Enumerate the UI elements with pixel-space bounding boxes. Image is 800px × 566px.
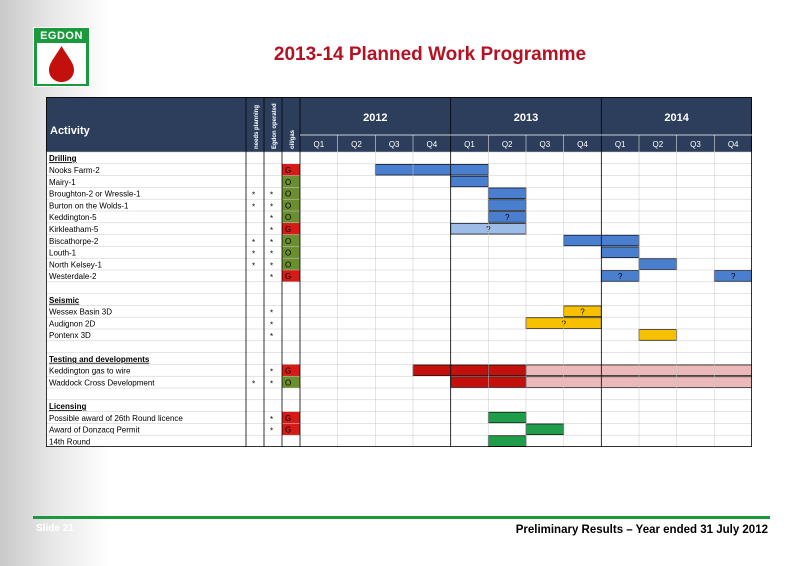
uncertain-mark: ? [561, 319, 566, 329]
footer-divider [33, 516, 770, 519]
gantt-bar [601, 247, 639, 258]
egdon-operated-flag: * [270, 332, 274, 342]
gantt-bar [375, 164, 488, 175]
needs-planning-flag: * [252, 379, 256, 389]
gantt-bar [488, 436, 526, 447]
needs-planning-flag: * [252, 261, 256, 271]
activity-header: Activity [50, 125, 90, 137]
gantt-bar [526, 424, 564, 435]
egdon-operated-flag: * [270, 190, 274, 200]
needs-planning-flag: * [252, 202, 256, 212]
activity-label: Westerdale-2 [49, 272, 97, 282]
egdon-operated-flag: * [270, 237, 274, 247]
activity-label: Broughton-2 or Wressle-1 [49, 189, 141, 199]
year-header-2012: 2012 [363, 112, 388, 124]
needs-planning-flag: * [252, 249, 256, 259]
oil-gas-flag: G [285, 166, 292, 175]
activity-label: Possible award of 26th Round licence [49, 413, 183, 423]
egdon-operated-flag: * [270, 367, 274, 377]
quarter-header: Q2 [351, 140, 362, 149]
activity-label: Biscathorpe-2 [49, 236, 99, 246]
gantt-bar [639, 259, 677, 270]
section-heading: Licensing [49, 402, 87, 411]
oil-gas-flag: O [285, 213, 292, 223]
activity-label: 14th Round [49, 437, 91, 447]
quarter-header: Q4 [426, 140, 438, 149]
egdon-operated-flag: * [270, 202, 274, 212]
section-heading: Seismic [49, 295, 80, 305]
egdon-operated-flag: * [270, 308, 274, 318]
quarter-header: Q4 [577, 140, 588, 149]
table-body-bg [46, 152, 752, 447]
needs-planning-flag: * [252, 190, 256, 200]
quarter-header: Q3 [388, 140, 400, 149]
activity-label: Burton on the Wolds-1 [49, 201, 129, 211]
oil-gas-flag: G [285, 425, 292, 435]
oil-gas-flag: O [285, 201, 292, 211]
egdon-operated-flag: * [270, 426, 274, 436]
egdon-operated-flag: * [270, 379, 274, 389]
activity-label: Wessex Basin 3D [49, 307, 112, 317]
year-header-2013: 2013 [513, 112, 539, 124]
logo-text: EGDON [40, 30, 83, 42]
oil-gas-flag: G [285, 413, 292, 423]
activity-label: Keddington gas to wire [49, 366, 131, 376]
gantt-bar [488, 412, 526, 423]
egdon-operated-flag: * [270, 214, 274, 224]
uncertain-mark: ? [504, 213, 510, 223]
activity-label: Audignon 2D [49, 319, 96, 329]
oil-gas-flag: G [285, 225, 292, 234]
footer-text: Preliminary Results – Year ended 31 July 2012 [515, 524, 768, 536]
quarter-header: Q2 [501, 140, 513, 149]
oil-gas-flag: O [285, 248, 292, 258]
egdon-operated-flag: * [270, 273, 274, 283]
egdon-operated-flag: * [270, 226, 274, 235]
work-programme-table [46, 97, 752, 447]
flag-header-0: needs planning [254, 104, 260, 149]
oil-gas-flag: G [285, 272, 292, 282]
year-header-2014: 2014 [664, 112, 689, 124]
oil-gas-flag: G [285, 366, 292, 376]
oil-gas-flag: O [285, 177, 292, 187]
activity-label: Award of Donzacq Permit [49, 425, 140, 435]
activity-label: Keddington-5 [49, 213, 97, 223]
quarter-header: Q3 [690, 140, 701, 149]
uncertain-mark: ? [486, 225, 491, 234]
quarter-header: Q4 [727, 140, 739, 149]
oil-gas-flag: O [285, 378, 292, 388]
flag-header-1: Egdon operated [272, 103, 278, 149]
page-title: 2013-14 Planned Work Programme [273, 44, 587, 65]
egdon-operated-flag: * [270, 249, 274, 259]
quarter-header: Q3 [539, 140, 551, 149]
activity-label: Mairy-1 [49, 177, 76, 187]
slide-number: Slide 21 [36, 523, 74, 534]
uncertain-mark: ? [617, 272, 623, 282]
egdon-operated-flag: * [270, 320, 274, 330]
egdon-operated-flag: * [270, 261, 274, 271]
gantt-bar [451, 176, 489, 187]
activity-label: Kirkleatham-5 [49, 225, 99, 234]
quarter-header: Q1 [614, 140, 626, 149]
egdon-operated-flag: * [270, 414, 274, 424]
flag-header-2: oil/gas [290, 129, 296, 149]
activity-label: Louth-1 [49, 248, 77, 258]
uncertain-mark: ? [730, 272, 736, 282]
gantt-chart [46, 97, 752, 447]
quarter-header: Q2 [652, 140, 664, 149]
quarter-header: Q1 [313, 140, 325, 149]
section-heading: Drilling [49, 154, 77, 164]
oil-gas-flag: O [285, 236, 292, 246]
activity-label: Nooks Farm-2 [49, 166, 100, 175]
activity-label: North Kelsey-1 [49, 260, 102, 270]
oil-gas-flag: O [285, 189, 292, 199]
uncertain-mark: ? [580, 307, 585, 317]
quarter-header: Q1 [464, 140, 475, 149]
activity-label: Pontenx 3D [49, 331, 91, 341]
gantt-bar [488, 200, 526, 211]
activity-label: Waddock Cross Development [49, 378, 155, 388]
needs-planning-flag: * [252, 237, 256, 247]
gantt-bar [488, 365, 526, 376]
gantt-bar [639, 330, 677, 341]
oil-gas-flag: O [285, 260, 292, 270]
section-heading: Testing and developments [49, 354, 150, 364]
gantt-bar [488, 188, 526, 199]
